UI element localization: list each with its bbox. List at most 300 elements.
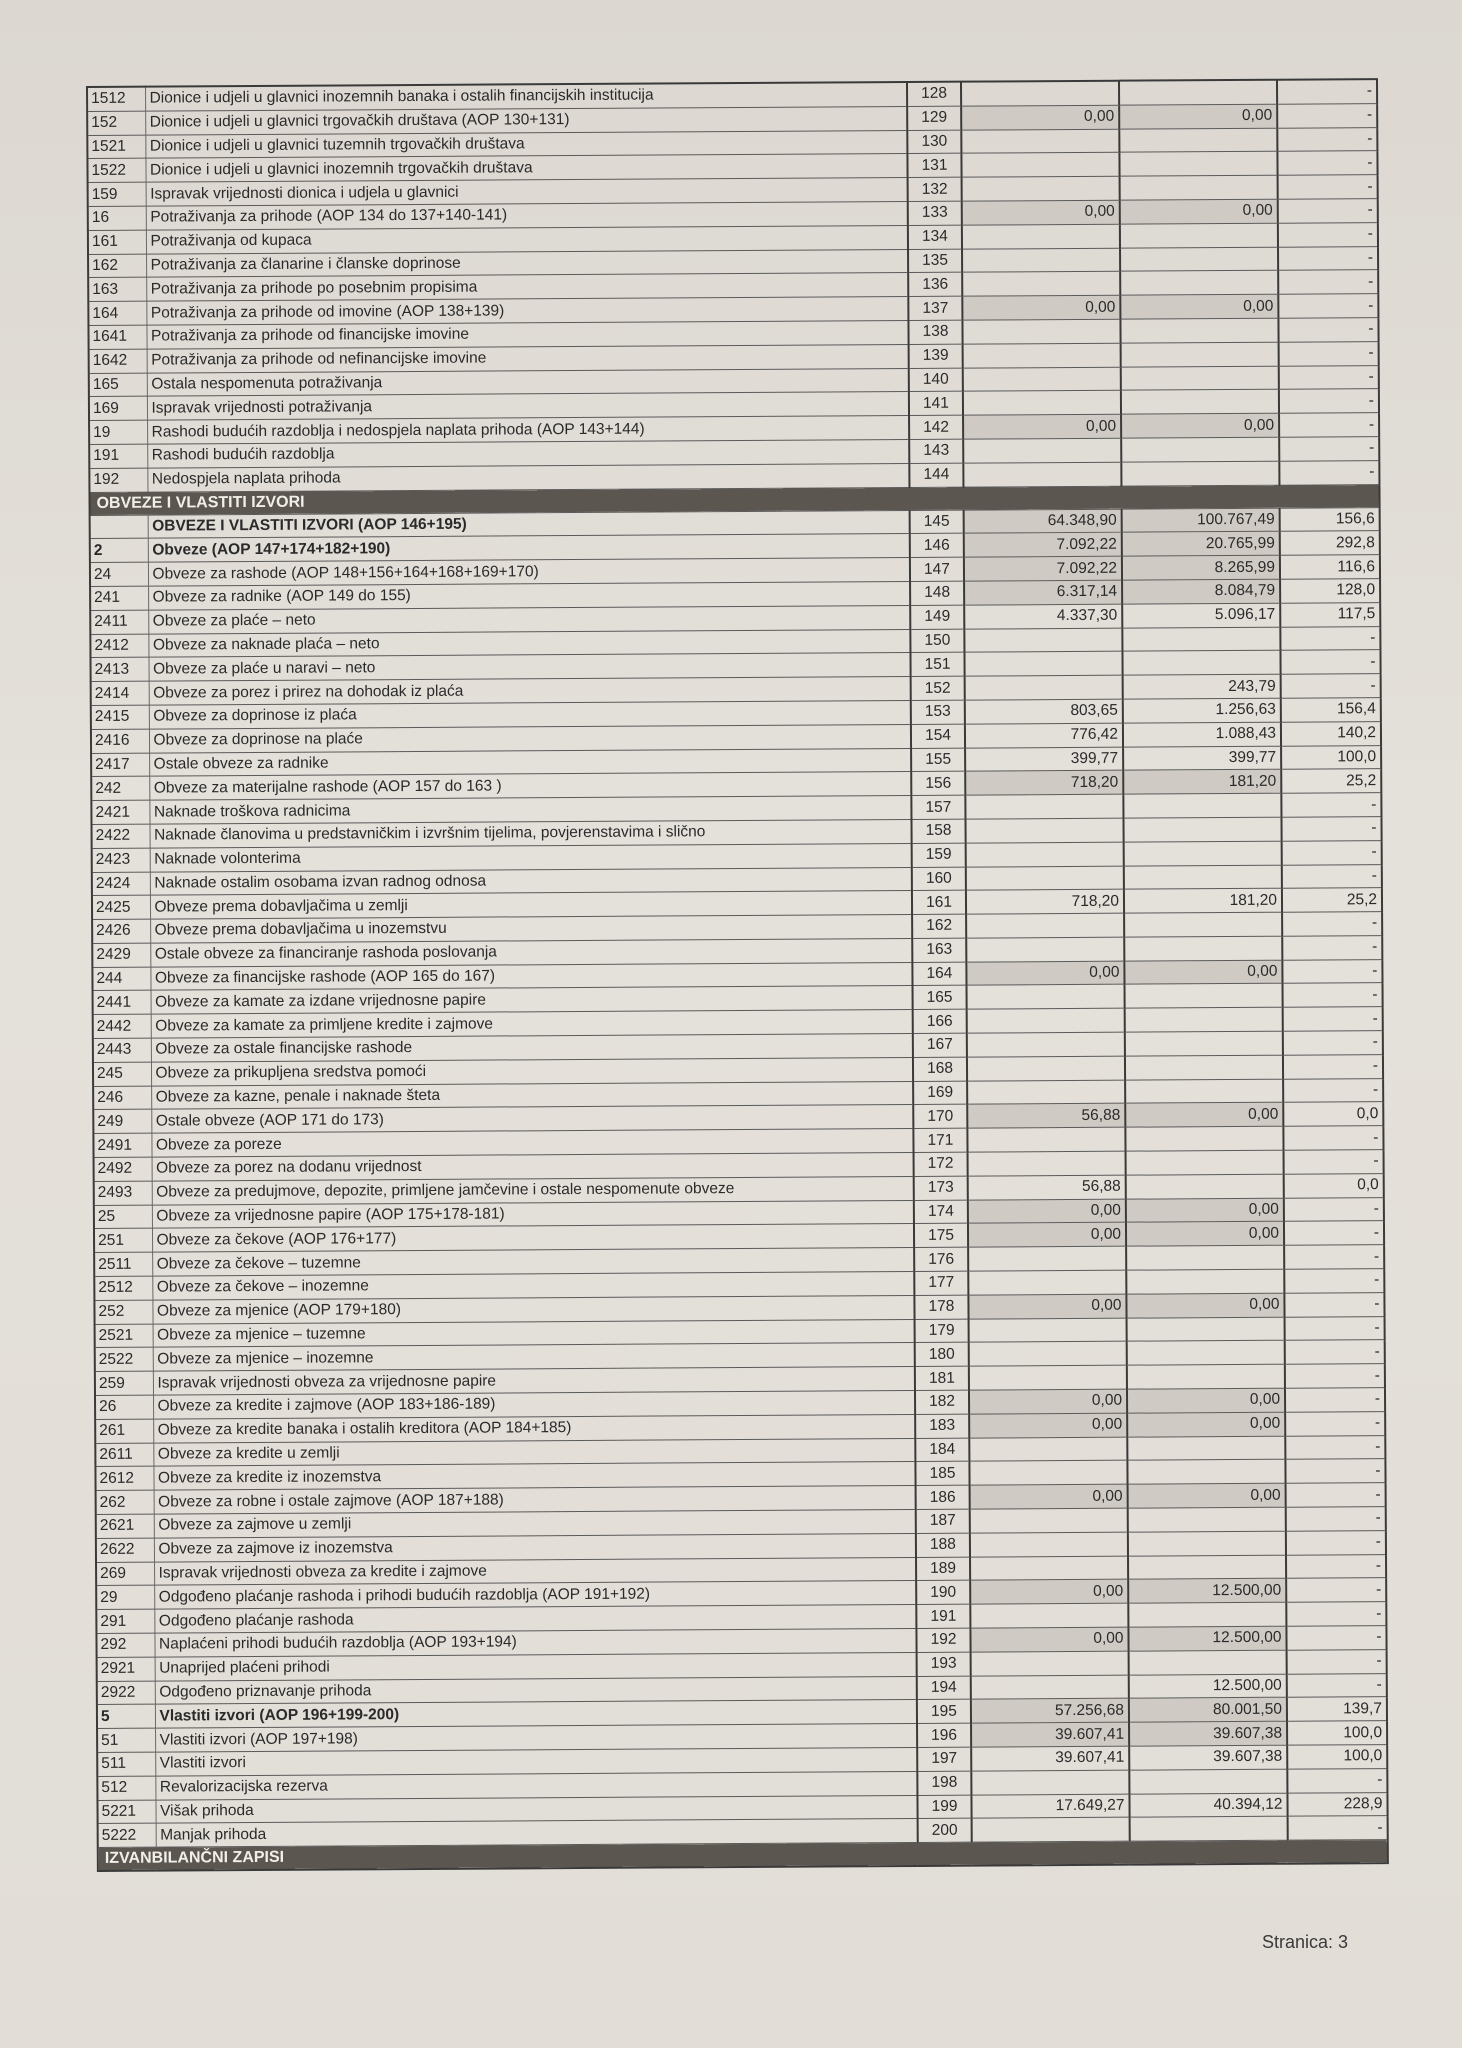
- account-code: 251: [94, 1229, 152, 1253]
- index-value: -: [1287, 1649, 1387, 1673]
- account-description: Potraživanja za članarine i članske doprinose: [146, 249, 908, 277]
- previous-year-value: [963, 367, 1121, 392]
- account-code: 2411: [90, 610, 148, 634]
- account-code: 2522: [95, 1348, 153, 1372]
- previous-year-value: 0,00: [969, 1413, 1127, 1438]
- account-description: Obveze za doprinose iz plaća: [149, 700, 911, 728]
- current-year-value: [1120, 247, 1278, 272]
- previous-year-value: [967, 1008, 1125, 1033]
- account-description: Obveze za zajmove iz inozemstva: [154, 1533, 916, 1561]
- index-value: 140,2: [1281, 721, 1381, 745]
- current-year-value: [1120, 318, 1278, 343]
- previous-year-value: 399,77: [965, 747, 1123, 772]
- account-description: Obveze za zajmove u zemlji: [154, 1509, 916, 1537]
- previous-year-value: [968, 1270, 1126, 1295]
- account-description: Revalorizacijska rezerva: [155, 1771, 917, 1799]
- aop-number: 148: [910, 581, 964, 605]
- index-value: -: [1288, 1816, 1388, 1840]
- previous-year-value: [970, 1603, 1128, 1628]
- aop-number: 178: [914, 1295, 968, 1319]
- index-value: -: [1277, 79, 1377, 104]
- current-year-value: 80.001,50: [1129, 1698, 1287, 1723]
- aop-number: 166: [913, 1009, 967, 1033]
- current-year-value: 399,77: [1123, 746, 1281, 771]
- index-value: -: [1285, 1316, 1385, 1340]
- current-year-value: 0,00: [1126, 1293, 1284, 1318]
- account-code: 252: [94, 1300, 152, 1324]
- aop-number: 185: [915, 1462, 969, 1486]
- previous-year-value: [965, 675, 1123, 700]
- aop-number: 149: [910, 605, 964, 629]
- index-value: -: [1283, 1007, 1383, 1031]
- current-year-value: 12.500,00: [1128, 1626, 1286, 1651]
- account-code: 2422: [92, 824, 150, 848]
- current-year-value: 39.607,38: [1129, 1721, 1287, 1746]
- index-value: -: [1279, 365, 1379, 389]
- index-value: -: [1285, 1411, 1385, 1435]
- current-year-value: [1128, 1555, 1286, 1580]
- previous-year-value: 7.092,22: [964, 556, 1122, 581]
- account-code: 1512: [87, 87, 145, 112]
- previous-year-value: [964, 652, 1122, 677]
- index-value: -: [1281, 793, 1381, 817]
- account-description: Dionice i udjeli u glavnici inozemnih trgovačkih društava: [145, 154, 907, 182]
- account-code: 512: [97, 1776, 155, 1800]
- previous-year-value: 0,00: [970, 1484, 1128, 1509]
- current-year-value: [1122, 627, 1280, 652]
- previous-year-value: [971, 1651, 1129, 1676]
- account-description: Obveze za mjenice – inozemne: [153, 1343, 915, 1371]
- account-description: Obveze za kamate za primljene kredite i zajmove: [151, 1010, 913, 1038]
- account-description: Ostale obveze za radnike: [149, 748, 911, 776]
- aop-number: 168: [913, 1057, 967, 1081]
- account-description: Obveze za prikupljena sredstva pomoći: [151, 1057, 913, 1085]
- index-value: -: [1277, 103, 1377, 127]
- index-value: -: [1277, 127, 1377, 151]
- previous-year-value: 56,88: [967, 1104, 1125, 1129]
- index-value: 117,5: [1280, 602, 1380, 626]
- account-description: Ostale obveze za financiranje rashoda poslovanja: [150, 938, 912, 966]
- index-value: -: [1282, 840, 1382, 864]
- aop-number: 197: [917, 1747, 971, 1771]
- aop-number: 182: [915, 1390, 969, 1414]
- account-code: 2611: [95, 1443, 153, 1467]
- account-code: 29: [96, 1586, 154, 1610]
- account-description: Obveze za mjenice – tuzemne: [153, 1319, 915, 1347]
- previous-year-value: [967, 1127, 1125, 1152]
- account-code: 1522: [87, 159, 145, 183]
- previous-year-value: [962, 176, 1120, 201]
- previous-year-value: [963, 462, 1121, 487]
- index-value: -: [1286, 1507, 1386, 1531]
- previous-year-value: [963, 391, 1121, 416]
- current-year-value: [1119, 128, 1277, 153]
- current-year-value: 1.256,63: [1123, 698, 1281, 723]
- aop-number: 132: [908, 177, 962, 201]
- current-year-value: 0,00: [1128, 1483, 1286, 1508]
- current-year-value: 12.500,00: [1128, 1579, 1286, 1604]
- previous-year-value: 718,20: [965, 770, 1123, 795]
- current-year-value: 0,00: [1127, 1412, 1285, 1437]
- account-description: OBVEZE I VLASTITI IZVORI (AOP 146+195): [148, 510, 910, 538]
- previous-year-value: [971, 1675, 1129, 1700]
- current-year-value: 0,00: [1124, 960, 1282, 985]
- account-code: 1642: [89, 349, 147, 373]
- current-year-value: [1128, 1507, 1286, 1532]
- account-description: Vlastiti izvori (AOP 196+199-200): [155, 1700, 917, 1728]
- index-value: -: [1278, 199, 1378, 223]
- account-code: 2512: [94, 1276, 152, 1300]
- previous-year-value: [963, 438, 1121, 463]
- current-year-value: [1121, 342, 1279, 367]
- account-description: Unaprijed plaćeni prihodi: [155, 1652, 917, 1680]
- aop-number: 194: [917, 1676, 971, 1700]
- aop-number: 141: [909, 392, 963, 416]
- account-description: Potraživanja za prihode od imovine (AOP 138+139): [146, 297, 908, 325]
- index-value: -: [1287, 1768, 1387, 1792]
- account-code: 152: [87, 111, 145, 135]
- account-description: Obveze za kredite iz inozemstva: [153, 1462, 915, 1490]
- previous-year-value: 0,00: [966, 961, 1124, 986]
- index-value: 25,2: [1282, 888, 1382, 912]
- current-year-value: 5.096,17: [1122, 603, 1280, 628]
- current-year-value: [1128, 1531, 1286, 1556]
- aop-number: 129: [907, 106, 961, 130]
- previous-year-value: [966, 842, 1124, 867]
- account-description: Naknade članovima u predstavničkim i izvršnim tijelima, povjerenstavima i slično: [150, 819, 912, 847]
- index-value: 100,0: [1281, 745, 1381, 769]
- aop-number: 140: [909, 368, 963, 392]
- current-year-value: [1124, 936, 1282, 961]
- current-year-value: [1125, 984, 1283, 1009]
- account-description: Obveze za poreze: [151, 1129, 913, 1157]
- current-year-value: [1127, 1341, 1285, 1366]
- aop-number: 152: [911, 676, 965, 700]
- account-description: Ispravak vrijednosti potraživanja: [147, 392, 909, 420]
- aop-number: 134: [908, 225, 962, 249]
- index-value: -: [1282, 912, 1382, 936]
- account-code: 2622: [96, 1538, 154, 1562]
- account-code: 2426: [92, 919, 150, 943]
- previous-year-value: 4.337,30: [964, 604, 1122, 629]
- index-value: -: [1278, 270, 1378, 294]
- aop-number: 161: [912, 890, 966, 914]
- page-number: Stranica: 3: [1262, 1932, 1349, 1952]
- account-code: 2424: [92, 872, 150, 896]
- account-code: 2417: [91, 753, 149, 777]
- index-value: -: [1283, 1078, 1383, 1102]
- previous-year-value: 0,00: [970, 1627, 1128, 1652]
- account-description: Ispravak vrijednosti obveza za vrijednosne papire: [153, 1367, 915, 1395]
- previous-year-value: [969, 1461, 1127, 1486]
- current-year-value: [1119, 152, 1277, 177]
- current-year-value: [1120, 223, 1278, 248]
- account-description: Obveze za porez na dodanu vrijednost: [152, 1153, 914, 1181]
- index-value: -: [1286, 1530, 1386, 1554]
- index-value: -: [1279, 413, 1379, 437]
- account-description: Potraživanja za prihode od nefinancijske imovine: [147, 344, 909, 372]
- account-code: 2921: [97, 1657, 155, 1681]
- aop-number: 131: [907, 154, 961, 178]
- account-code: 2492: [94, 1157, 152, 1181]
- account-description: Obveze za kredite u zemlji: [153, 1438, 915, 1466]
- aop-number: 163: [912, 938, 966, 962]
- account-description: Vlastiti izvori (AOP 197+198): [155, 1724, 917, 1752]
- aop-number: 143: [909, 439, 963, 463]
- account-description: Obveze za radnike (AOP 149 do 155): [148, 581, 910, 609]
- account-code: 242: [91, 776, 149, 800]
- previous-year-value: [966, 937, 1124, 962]
- previous-year-value: 56,88: [968, 1175, 1126, 1200]
- index-value: 228,9: [1287, 1792, 1387, 1816]
- account-description: Obveze za čekove – inozemne: [152, 1272, 914, 1300]
- account-code: 51: [97, 1728, 155, 1752]
- index-value: -: [1281, 674, 1381, 698]
- current-year-value: [1120, 175, 1278, 200]
- current-year-value: 12.500,00: [1129, 1674, 1287, 1699]
- account-description: Obveze (AOP 147+174+182+190): [148, 534, 910, 562]
- account-description: Obveze za kazne, penale i naknade šteta: [151, 1081, 913, 1109]
- aop-number: 173: [914, 1176, 968, 1200]
- current-year-value: [1121, 437, 1279, 462]
- account-description: Manjak prihoda: [156, 1819, 918, 1847]
- balance-sheet-table: [86, 78, 1389, 1872]
- account-description: Obveze za vrijednosne papire (AOP 175+178-181): [152, 1200, 914, 1228]
- account-description: Obveze za kamate za izdane vrijednosne papire: [151, 986, 913, 1014]
- aop-number: 139: [909, 344, 963, 368]
- previous-year-value: [969, 1437, 1127, 1462]
- index-value: -: [1280, 650, 1380, 674]
- current-year-value: [1128, 1602, 1286, 1627]
- account-code: 292: [96, 1633, 154, 1657]
- index-value: 100,0: [1287, 1745, 1387, 1769]
- current-year-value: 0,00: [1120, 294, 1278, 319]
- account-code: 2421: [91, 800, 149, 824]
- account-description: Rashodi budućih razdoblja: [147, 439, 909, 467]
- account-code: 1641: [88, 325, 146, 349]
- index-value: -: [1283, 1031, 1383, 1055]
- aop-number: 138: [908, 320, 962, 344]
- aop-number: 192: [916, 1628, 970, 1652]
- account-code: 191: [89, 444, 147, 468]
- index-value: -: [1281, 817, 1381, 841]
- previous-year-value: 17.649,27: [971, 1794, 1129, 1819]
- account-code: 169: [89, 396, 147, 420]
- index-value: 116,6: [1280, 555, 1380, 579]
- previous-year-value: [967, 1032, 1125, 1057]
- current-year-value: 181,20: [1123, 770, 1281, 795]
- index-value: -: [1285, 1435, 1385, 1459]
- index-value: -: [1283, 1054, 1383, 1078]
- account-description: Obveze za čekove (AOP 176+177): [152, 1224, 914, 1252]
- account-code: 2425: [92, 895, 150, 919]
- account-description: Obveze za čekove – tuzemne: [152, 1248, 914, 1276]
- account-code: 16: [88, 206, 146, 230]
- aop-number: 156: [911, 771, 965, 795]
- aop-number: 146: [910, 533, 964, 557]
- previous-year-value: [966, 866, 1124, 891]
- previous-year-value: [963, 343, 1121, 368]
- account-code: 2442: [93, 1014, 151, 1038]
- current-year-value: [1121, 461, 1279, 486]
- aop-number: 190: [916, 1581, 970, 1605]
- current-year-value: [1127, 1460, 1285, 1485]
- previous-year-value: 0,00: [968, 1294, 1126, 1319]
- aop-number: 162: [912, 914, 966, 938]
- aop-number: 174: [914, 1200, 968, 1224]
- account-description: Potraživanja za prihode od financijske imovine: [146, 320, 908, 348]
- account-description: Potraživanja od kupaca: [146, 225, 908, 253]
- index-value: 100,0: [1287, 1721, 1387, 1745]
- index-value: -: [1286, 1602, 1386, 1626]
- aop-number: 154: [911, 724, 965, 748]
- account-description: Obveze za ostale financijske rashode: [151, 1034, 913, 1062]
- current-year-value: [1125, 1126, 1283, 1151]
- current-year-value: 0,00: [1127, 1388, 1285, 1413]
- previous-year-value: [969, 1318, 1127, 1343]
- aop-number: 153: [911, 700, 965, 724]
- index-value: -: [1278, 222, 1378, 246]
- account-code: 2416: [91, 729, 149, 753]
- account-code: 19: [89, 420, 147, 444]
- aop-number: 200: [918, 1818, 972, 1842]
- current-year-value: [1127, 1364, 1285, 1389]
- account-code: 2413: [90, 657, 148, 681]
- aop-number: 183: [915, 1414, 969, 1438]
- previous-year-value: 0,00: [962, 200, 1120, 225]
- previous-year-value: 39.607,41: [971, 1746, 1129, 1771]
- aop-number: 147: [910, 557, 964, 581]
- account-description: Obveze za plaće u naravi – neto: [148, 653, 910, 681]
- index-value: -: [1283, 983, 1383, 1007]
- account-code: 164: [88, 301, 146, 325]
- current-year-value: 1.088,43: [1123, 722, 1281, 747]
- current-year-value: [1126, 1245, 1284, 1270]
- previous-year-value: 0,00: [968, 1223, 1126, 1248]
- aop-number: 164: [912, 962, 966, 986]
- index-value: -: [1277, 151, 1377, 175]
- aop-number: 160: [912, 867, 966, 891]
- current-year-value: [1125, 1007, 1283, 1032]
- account-code: 2412: [90, 634, 148, 658]
- account-code: 2511: [94, 1252, 152, 1276]
- aop-number: 158: [911, 819, 965, 843]
- account-code: 2423: [92, 848, 150, 872]
- account-description: Obveze za doprinose na plaće: [149, 724, 911, 752]
- account-code: 2: [90, 538, 148, 562]
- account-code: 262: [96, 1490, 154, 1514]
- previous-year-value: 0,00: [968, 1199, 1126, 1224]
- current-year-value: [1121, 366, 1279, 391]
- index-value: -: [1278, 246, 1378, 270]
- previous-year-value: [967, 985, 1125, 1010]
- aop-number: 172: [914, 1152, 968, 1176]
- previous-year-value: 0,00: [970, 1580, 1128, 1605]
- aop-number: 176: [914, 1247, 968, 1271]
- index-value: -: [1284, 1197, 1384, 1221]
- current-year-value: 39.607,38: [1129, 1745, 1287, 1770]
- index-value: -: [1286, 1554, 1386, 1578]
- account-code: 2429: [92, 943, 150, 967]
- index-value: -: [1285, 1459, 1385, 1483]
- aop-number: 157: [911, 795, 965, 819]
- current-year-value: 181,20: [1124, 889, 1282, 914]
- account-description: Obveze za kredite i zajmove (AOP 183+186-189): [153, 1390, 915, 1418]
- current-year-value: 0,00: [1120, 199, 1278, 224]
- account-code: 192: [89, 468, 147, 492]
- section-title: IZVANBILANČNI ZAPISI: [98, 1840, 1388, 1871]
- account-description: Dionice i udjeli u glavnici inozemnih banaka i ostalih financijskih institucija: [145, 82, 907, 111]
- aop-number: 180: [915, 1343, 969, 1367]
- previous-year-value: [965, 818, 1123, 843]
- balance-sheet-page: [86, 78, 1387, 1872]
- account-description: Obveze za kredite banaka i ostalih kreditora (AOP 184+185): [153, 1414, 915, 1442]
- current-year-value: [1129, 1769, 1287, 1794]
- account-code: 249: [93, 1110, 151, 1134]
- index-value: -: [1278, 294, 1378, 318]
- table-body-assets: [87, 79, 1379, 492]
- previous-year-value: 776,42: [965, 723, 1123, 748]
- index-value: -: [1283, 1126, 1383, 1150]
- aop-number: 177: [914, 1271, 968, 1295]
- account-code: 259: [95, 1371, 153, 1395]
- previous-year-value: [970, 1556, 1128, 1581]
- previous-year-value: [968, 1246, 1126, 1271]
- account-code: 2443: [93, 1038, 151, 1062]
- index-value: -: [1279, 341, 1379, 365]
- account-description: Dionice i udjeli u glavnici tuzemnih trgovačkih društava: [145, 130, 907, 158]
- account-description: Ispravak vrijednosti dionica i udjela u glavnici: [146, 178, 908, 206]
- account-code: 165: [89, 373, 147, 397]
- previous-year-value: [972, 1818, 1130, 1843]
- aop-number: 179: [915, 1319, 969, 1343]
- aop-number: 142: [909, 415, 963, 439]
- index-value: -: [1279, 460, 1379, 484]
- index-value: -: [1286, 1578, 1386, 1602]
- account-description: Obveze prema dobavljačima u inozemstvu: [150, 915, 912, 943]
- index-value: -: [1286, 1626, 1386, 1650]
- index-value: -: [1284, 1150, 1384, 1174]
- current-year-value: [1125, 1031, 1283, 1056]
- account-code: 163: [88, 278, 146, 302]
- previous-year-value: 803,65: [965, 699, 1123, 724]
- account-description: Rashodi budućih razdoblja i nedospjela naplata prihoda (AOP 143+144): [147, 416, 909, 444]
- aop-number: 184: [915, 1438, 969, 1462]
- account-code: 2441: [93, 991, 151, 1015]
- current-year-value: 243,79: [1123, 674, 1281, 699]
- account-description: Obveze za rashode (AOP 148+156+164+168+169+170): [148, 558, 910, 586]
- aop-number: 193: [917, 1652, 971, 1676]
- current-year-value: 0,00: [1125, 1103, 1283, 1128]
- current-year-value: [1119, 80, 1277, 105]
- index-value: 156,6: [1280, 507, 1380, 531]
- aop-number: 145: [910, 510, 964, 534]
- current-year-value: [1124, 912, 1282, 937]
- previous-year-value: [962, 272, 1120, 297]
- account-code: 246: [93, 1086, 151, 1110]
- account-code: 245: [93, 1062, 151, 1086]
- account-code: 244: [92, 967, 150, 991]
- aop-number: 195: [917, 1700, 971, 1724]
- account-code: 2414: [91, 681, 149, 705]
- index-value: -: [1285, 1364, 1385, 1388]
- index-value: -: [1278, 175, 1378, 199]
- aop-number: 171: [913, 1128, 967, 1152]
- previous-year-value: [968, 1151, 1126, 1176]
- aop-number: 144: [909, 463, 963, 487]
- account-code: 291: [96, 1609, 154, 1633]
- previous-year-value: 6.317,14: [964, 580, 1122, 605]
